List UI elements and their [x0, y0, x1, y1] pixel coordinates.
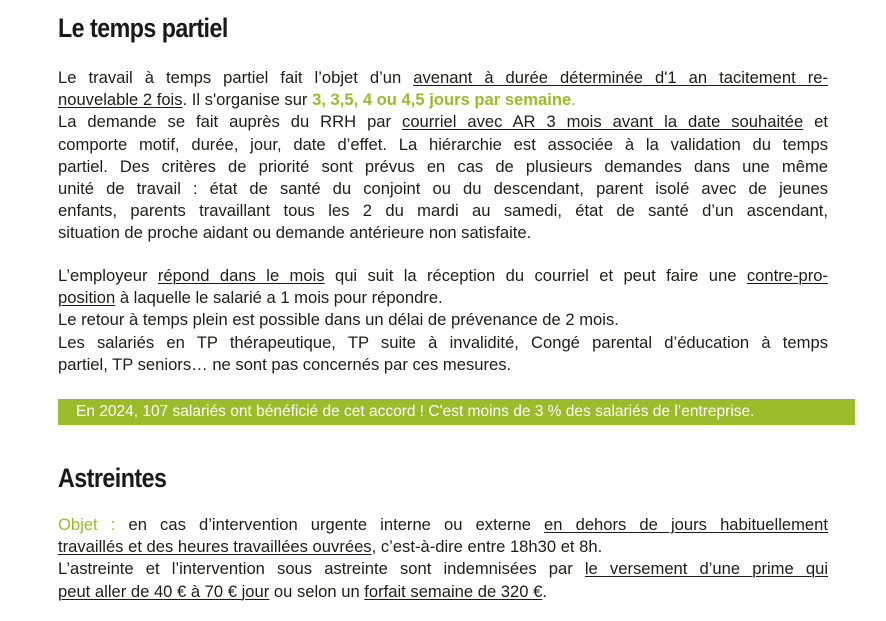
underlined-term-position: position — [58, 288, 116, 308]
text-line — [58, 67, 828, 89]
underlined-term-heures-ouvrees: travaillés et des heures travaillées ouvrées — [58, 537, 372, 557]
section-title-temps-partiel: Le temps partiel — [58, 13, 228, 43]
stat-banner: En 2024, 107 salariés ont bénéficié de cet accord ! C'est moins de 3 % des salariés de l’entreprise. — [58, 399, 855, 425]
text-span: Le travail à temps partiel fait l’objet d’un — [58, 68, 414, 87]
text-span: , c’est-à-dire entre 18h30 et 8h. — [371, 537, 603, 557]
label-objet: Objet : — [58, 515, 116, 534]
text-span: à laquelle le salarié a 1 mois pour répondre. — [115, 288, 443, 308]
paragraph-astreintes — [58, 514, 828, 603]
section-title-astreintes: Astreintes — [58, 463, 167, 493]
text-span: . — [542, 581, 547, 601]
text-span: qui suit la réception du courriel et peut faire une — [324, 266, 747, 285]
text-line: partiel, TP seniors… ne sont pas concernés par ces mesures. — [58, 354, 512, 374]
text-line: unité de travail : état de santé du conjoint ou du descendant, parent isolé avec de jeunes — [58, 179, 828, 199]
underlined-term-courriel: courriel avec AR 3 mois avant la date souhaitée — [402, 112, 804, 132]
underlined-term-montant-jour: peut aller de 40 € à 70 € jour — [58, 581, 270, 601]
text-span: . Il s'organise sur — [182, 90, 313, 110]
text-span: . — [571, 90, 576, 110]
text-span: et — [803, 112, 829, 132]
text-line: Le retour à temps plein est possible dans un délai de prévenance de 2 mois. — [58, 310, 619, 330]
text-span: ou selon un — [269, 581, 365, 601]
text-line — [58, 89, 828, 111]
text-line — [58, 111, 828, 133]
text-span: L’employeur — [58, 266, 158, 285]
underlined-term-contre-proposition: contre-pro- — [746, 266, 828, 285]
highlight-jours-par-semaine: 3, 3,5, 4 ou 4,5 jours par semaine — [312, 90, 572, 110]
text-span: La demande se fait auprès du RRH par — [58, 112, 403, 132]
text-span: L’astreinte et l’intervention sous astreinte sont indemnisées par — [58, 559, 585, 579]
text-line — [58, 265, 828, 287]
text-line: enfants, parents travaillant tous les 2 du mardi au samedi, état de santé d’un ascendant, — [58, 201, 828, 221]
text-line: situation de proche aidant ou demande antérieure non satisfaite. — [58, 223, 532, 243]
text-line — [58, 581, 828, 603]
paragraph-temps-partiel-reponse — [58, 265, 828, 376]
underlined-term-prime: le versement d’une prime qui — [584, 559, 829, 579]
text-line: Les salariés en TP thérapeutique, TP suite à invalidité, Congé parental d’éducation à temps — [58, 332, 828, 352]
text-line — [58, 514, 828, 536]
text-line: partiel. Des critères de priorité sont prévus en cas de plusieurs demandes dans une même — [58, 156, 828, 176]
underlined-term-forfait-semaine: forfait semaine de 320 € — [364, 581, 543, 601]
text-span: en cas d’intervention urgente interne ou externe — [115, 515, 545, 534]
underlined-term-avenant: avenant à durée déterminée d'1 an tacitement re- — [413, 68, 828, 87]
underlined-term-renouvelable: nouvelable 2 fois — [58, 90, 183, 110]
text-line: comporte motif, durée, jour, date d’effet. La hiérarchie est associée à la validation du temps — [58, 134, 828, 154]
paragraph-temps-partiel-conditions — [58, 67, 828, 245]
text-line — [58, 287, 828, 309]
underlined-term-repond: répond dans le mois — [157, 266, 325, 285]
underlined-term-hors-jours: en dehors de jours habituellement — [544, 515, 828, 534]
text-line — [58, 558, 828, 580]
text-line — [58, 536, 828, 558]
